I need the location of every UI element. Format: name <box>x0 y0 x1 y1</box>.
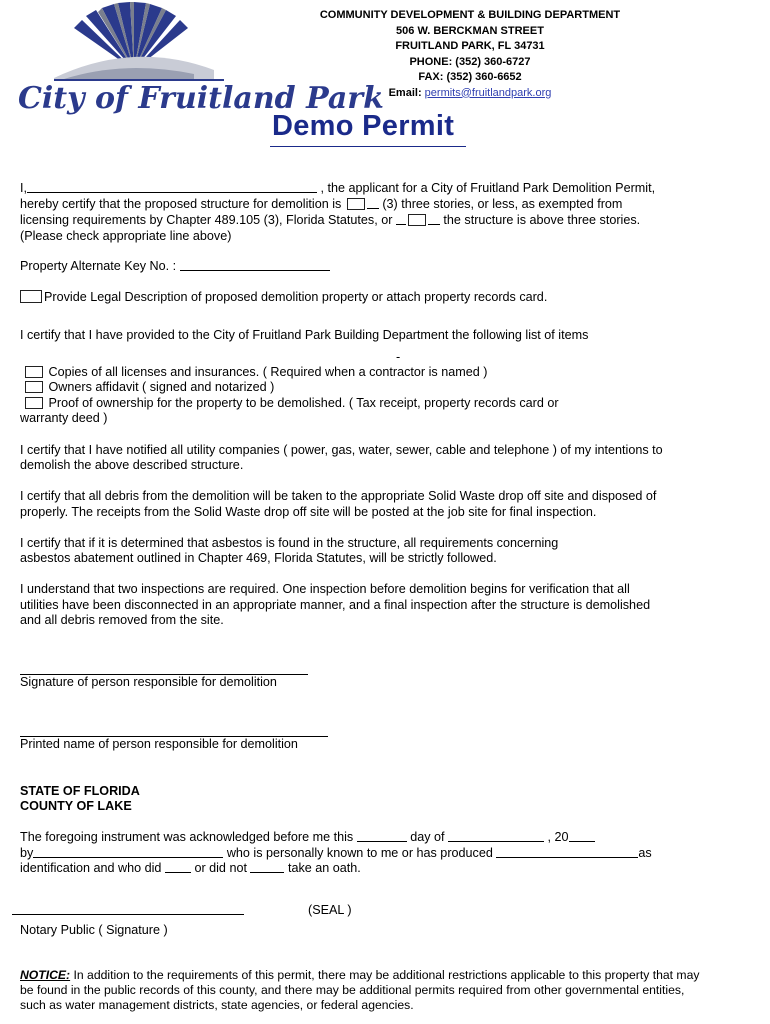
inspections-line-3: and all debris removed from the site. <box>20 613 224 627</box>
email-row <box>300 86 640 102</box>
legal-description-row <box>20 290 750 306</box>
list-item-text: Owners affidavit ( signed and notarized ) <box>48 380 275 394</box>
licenses-checkbox[interactable] <box>25 366 43 378</box>
certify-line-1-text: , the applicant for a City of Fruitland Park Demolition Permit, <box>320 181 656 195</box>
notary-signature-line[interactable] <box>12 914 244 915</box>
above-three-stories-checkbox[interactable] <box>408 214 426 226</box>
ack-text: The foregoing instrument was acknowledged before me this <box>20 830 354 844</box>
certify-line-3 <box>20 213 750 229</box>
city-address: FRUITLAND PARK, FL 34731 <box>395 40 545 52</box>
ack-text: or did not <box>194 861 247 875</box>
legal-description-checkbox[interactable] <box>20 290 42 303</box>
logo-wordmark: City of Fruitland Park <box>18 81 384 116</box>
fax-number: FAX: (352) 360-6652 <box>418 71 522 83</box>
department-name: COMMUNITY DEVELOPMENT & BUILDING DEPARTMENT <box>319 9 621 21</box>
county-label: COUNTY OF LAKE <box>20 799 132 813</box>
ack-line-3 <box>20 861 750 877</box>
property-key-row <box>20 259 750 275</box>
utility-line-2: demolish the above described structure. <box>20 458 244 472</box>
known-person-blank[interactable] <box>33 846 223 858</box>
notice-text: In addition to the requirements of this permit, there may be additional restrictions applicable to this property that may <box>70 968 700 982</box>
property-key-label: Property Alternate Key No. : <box>20 259 177 273</box>
title-underline <box>270 146 466 147</box>
ack-text: identification and who did <box>20 861 162 875</box>
ack-text: , 20 <box>547 830 569 844</box>
identification-blank[interactable] <box>496 846 638 858</box>
certify-line-3-tail: the structure is above three stories. <box>443 213 641 227</box>
three-stories-or-less-checkbox[interactable] <box>347 198 365 210</box>
applicant-name-blank[interactable] <box>27 181 317 193</box>
certify-line-2-text: hereby certify that the proposed structure for demolition is <box>20 197 342 211</box>
year-blank[interactable] <box>569 830 595 842</box>
blank-segment <box>428 213 440 225</box>
items-dash: - <box>396 350 401 364</box>
list-item <box>20 396 750 412</box>
list-item-wrap: warranty deed ) <box>20 411 108 425</box>
list-item <box>20 380 750 396</box>
utility-line-1: I certify that I have notified all utility companies ( power, gas, water, sewer, cable and telephone ) of my intentions to <box>20 443 663 457</box>
department-header <box>300 8 640 101</box>
notice-line-3: such as water management districts, state agencies, or federal agencies. <box>20 998 414 1012</box>
owners-affidavit-checkbox[interactable] <box>25 381 43 393</box>
email-label: Email: <box>388 86 425 99</box>
debris-line-1: I certify that all debris from the demolition will be taken to the appropriate Solid Waste drop off site and disposed of <box>20 489 657 503</box>
state-label: STATE OF FLORIDA <box>20 784 140 798</box>
blank-segment <box>396 213 406 225</box>
did-blank[interactable] <box>165 861 191 873</box>
certify-line-1 <box>20 181 750 197</box>
ack-text: take an oath. <box>287 861 361 875</box>
certify-line-3-text: licensing requirements by Chapter 489.105 (3), Florida Statutes, or <box>20 213 393 227</box>
notice-line-2: be found in the public records of this county, and there may be additional permits required from other governmental entities, <box>20 983 685 997</box>
day-blank[interactable] <box>357 830 407 842</box>
list-item-text: Proof of ownership for the property to be demolished. ( Tax receipt, property records card or <box>48 396 559 410</box>
ack-text: by <box>20 846 34 860</box>
city-logo <box>14 0 384 120</box>
list-item-text: Copies of all licenses and insurances. ( Required when a contractor is named ) <box>48 365 488 379</box>
ack-line-1 <box>20 830 750 846</box>
ack-line-2 <box>20 846 750 862</box>
asbestos-line-2: asbestos abatement outlined in Chapter 469, Florida Statutes, will be strictly followed. <box>20 551 497 565</box>
phone-number: PHONE: (352) 360-6727 <box>409 55 531 68</box>
street-address: 506 W. BERCKMAN STREET <box>396 24 544 37</box>
ack-text: day of <box>410 830 445 844</box>
debris-line-2: properly. The receipts from the Solid Waste drop off site will be posted at the job site for final inspection. <box>20 505 597 519</box>
inspections-line-2: utilities have been disconnected in an appropriate manner, and a final inspection after the structure is demolished <box>20 598 651 612</box>
certify-line-2 <box>20 197 750 213</box>
notary-label: Notary Public ( Signature ) <box>20 923 168 937</box>
email-link[interactable]: permits@fruitlandpark.org <box>424 86 552 99</box>
ack-text: as <box>638 846 652 860</box>
seal-label: (SEAL ) <box>308 903 352 917</box>
items-intro: I certify that I have provided to the City of Fruitland Park Building Department the following list of items <box>20 328 589 342</box>
legal-description-text: Provide Legal Description of proposed demolition property or attach property records card. <box>44 290 548 304</box>
signature-label: Signature of person responsible for demolition <box>20 675 277 689</box>
blank-segment <box>367 197 379 209</box>
inspections-line-1: I understand that two inspections are required. One inspection before demolition begins for verification that all <box>20 582 630 596</box>
ack-text: who is personally known to me or has produced <box>226 846 493 860</box>
property-key-blank[interactable] <box>180 259 330 271</box>
month-blank[interactable] <box>448 830 544 842</box>
notice-label: NOTICE: <box>20 968 71 982</box>
list-item <box>20 365 750 381</box>
asbestos-line-1: I certify that if it is determined that asbestos is found in the structure, all requirements concerning <box>20 536 559 550</box>
page-title: Demo Permit <box>272 110 455 142</box>
certify-line-4: (Please check appropriate line above) <box>20 229 232 243</box>
proof-ownership-checkbox[interactable] <box>25 397 43 409</box>
windmill-logo-icon <box>14 0 384 120</box>
notice-line-1 <box>20 968 750 984</box>
printed-name-label: Printed name of person responsible for demolition <box>20 737 298 751</box>
did-not-blank[interactable] <box>250 861 284 873</box>
certify-prefix: I, <box>20 181 27 195</box>
certify-line-2-tail: (3) three stories, or less, as exempted from <box>382 197 623 211</box>
